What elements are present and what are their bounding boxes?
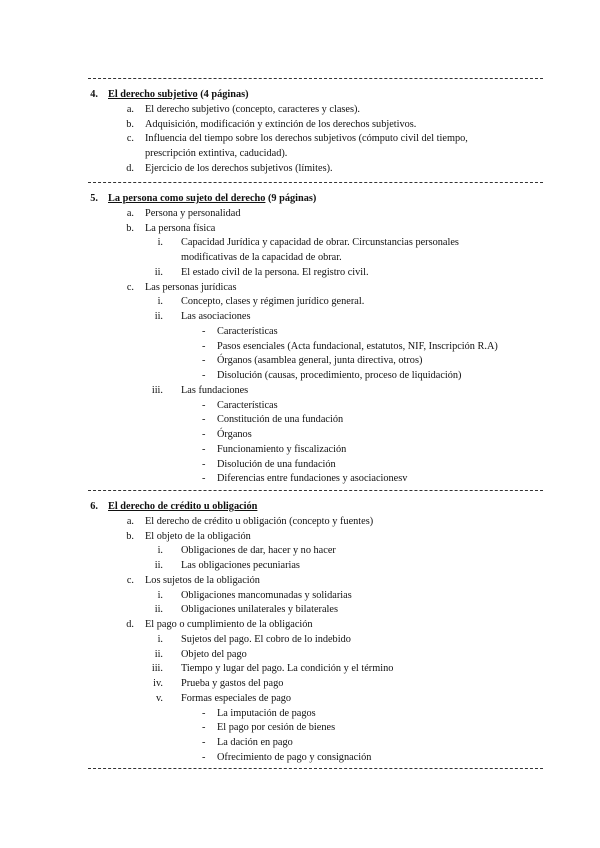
- subitem-text: Concepto, clases y régimen jurídico general.: [181, 296, 365, 308]
- subitem-marker: ii.: [154, 560, 163, 571]
- item-marker: c.: [126, 574, 134, 586]
- bullet-dash: -: [202, 355, 206, 367]
- subitem-marker: iii.: [151, 384, 163, 396]
- subitem-marker: ii.: [154, 266, 163, 278]
- subitem-text: Obligaciones de dar, hacer y no hacer: [181, 545, 336, 557]
- item-marker: b.: [126, 222, 134, 234]
- section-heading: [108, 88, 249, 101]
- item-text: El pago o cumplimiento de la obligación: [145, 619, 313, 630]
- item-text: La persona física: [145, 222, 216, 234]
- item-marker: d.: [126, 619, 134, 630]
- bullet-dash: -: [202, 399, 206, 411]
- subitem-marker: i.: [157, 545, 163, 557]
- bullet-dash: -: [202, 370, 206, 381]
- subitem-marker: iv.: [153, 678, 163, 689]
- bullet-text: Pasos esenciales (Acta fundacional, estatutos, NIF, Inscripción R.A): [217, 340, 498, 352]
- bullet-dash: -: [202, 414, 206, 426]
- item-text: El derecho de crédito u obligación (concepto y fuentes): [145, 515, 374, 527]
- bullet-text: Disolución de una fundación: [217, 458, 336, 470]
- subitem-marker: i.: [157, 296, 163, 308]
- subitem-marker: ii.: [154, 648, 163, 660]
- bullet-text: Funcionamiento y fiscalización: [217, 443, 347, 455]
- section-separator: [88, 182, 543, 183]
- bullet-dash: -: [202, 443, 206, 455]
- item-text: El derecho subjetivo (concepto, caracteres y clases).: [145, 103, 360, 115]
- item-marker: c.: [126, 281, 134, 293]
- subitem-marker: i.: [157, 589, 163, 601]
- section-title: El derecho subjetivo: [108, 89, 198, 100]
- section-separator: [88, 490, 543, 491]
- bullet-dash: -: [202, 325, 206, 337]
- subitem-text: modificativas de la capacidad de obrar.: [181, 252, 342, 263]
- item-text: Los sujetos de la obligación: [145, 574, 260, 586]
- subitem-marker: ii.: [154, 311, 163, 322]
- item-marker: c.: [126, 133, 134, 145]
- item-text: Ejercicio de los derechos subjetivos (límites).: [145, 162, 333, 174]
- section-page-count: (4 páginas): [200, 89, 249, 100]
- bullet-dash: -: [202, 458, 206, 470]
- item-text: prescripción extintiva, caducidad).: [145, 148, 288, 159]
- item-text: Las personas jurídicas: [145, 281, 237, 293]
- subitem-marker: i.: [157, 633, 163, 645]
- subitem-text: Las obligaciones pecuniarias: [181, 560, 300, 571]
- bullet-text: Ofrecimiento de pago y consignación: [217, 751, 372, 763]
- bullet-text: Órganos: [217, 429, 252, 440]
- subitem-text: Obligaciones unilaterales y bilaterales: [181, 604, 338, 616]
- bullet-dash: -: [202, 340, 206, 352]
- bullet-text: La imputación de pagos: [217, 707, 316, 719]
- subitem-text: Objeto del pago: [181, 648, 247, 660]
- bullet-text: Diferencias entre fundaciones y asociacionesv: [217, 473, 408, 485]
- bullet-text: Constitución de una fundación: [217, 414, 344, 426]
- section-title: La persona como sujeto del derecho: [108, 193, 266, 204]
- section-page-count: (9 páginas): [267, 193, 317, 204]
- item-text: El objeto de la obligación: [145, 530, 251, 542]
- item-text: Influencia del tiempo sobre los derechos subjetivos (cómputo civil del tiempo,: [145, 133, 468, 145]
- subitem-marker: iii.: [151, 663, 163, 675]
- bullet-dash: -: [202, 707, 206, 719]
- bullet-dash: -: [202, 429, 206, 440]
- subitem-text: Formas especiales de pago: [181, 692, 292, 704]
- section-number: 5.: [90, 193, 98, 204]
- subitem-text: Tiempo y lugar del pago. La condición y el término: [181, 663, 394, 675]
- bullet-dash: -: [202, 473, 206, 485]
- section-number: 6.: [90, 501, 98, 512]
- section-number: 4.: [90, 89, 98, 100]
- subitem-text: Capacidad Jurídica y capacidad de obrar. Circunstancias personales: [181, 237, 459, 249]
- section-title: El derecho de crédito u obligación: [108, 501, 258, 512]
- bullet-text: Características: [217, 399, 278, 411]
- subitem-text: Las fundaciones: [181, 384, 249, 396]
- section-heading: [108, 500, 257, 513]
- bullet-dash: -: [202, 737, 206, 748]
- bullet-text: Órganos (asamblea general, junta directiva, otros): [217, 355, 423, 367]
- bullet-dash: -: [202, 751, 206, 763]
- subitem-marker: ii.: [154, 604, 163, 616]
- item-marker: a.: [126, 207, 134, 219]
- subitem-text: El estado civil de la persona. El registro civil.: [181, 266, 369, 278]
- section-separator: [88, 78, 543, 79]
- item-marker: b.: [126, 118, 134, 130]
- bullet-dash: -: [202, 722, 206, 734]
- item-marker: b.: [126, 530, 134, 542]
- subitem-marker: i.: [157, 237, 163, 249]
- bullet-text: El pago por cesión de bienes: [217, 722, 336, 734]
- section-separator: [88, 768, 543, 769]
- subitem-text: Prueba y gastos del pago: [181, 678, 284, 689]
- bullet-text: La dación en pago: [217, 737, 293, 748]
- item-text: Adquisición, modificación y extinción de los derechos subjetivos.: [145, 118, 417, 130]
- item-text: Persona y personalidad: [145, 207, 241, 219]
- subitem-marker: v.: [155, 692, 163, 704]
- bullet-text: Características: [217, 325, 278, 337]
- item-marker: d.: [126, 162, 134, 174]
- bullet-text: Disolución (causas, procedimiento, proceso de liquidación): [217, 370, 462, 381]
- subitem-text: Obligaciones mancomunadas y solidarias: [181, 589, 352, 601]
- item-marker: a.: [126, 103, 134, 115]
- subitem-text: Sujetos del pago. El cobro de lo indebido: [181, 633, 351, 645]
- subitem-text: Las asociaciones: [181, 311, 251, 322]
- section-heading: [108, 192, 316, 205]
- item-marker: a.: [126, 515, 134, 527]
